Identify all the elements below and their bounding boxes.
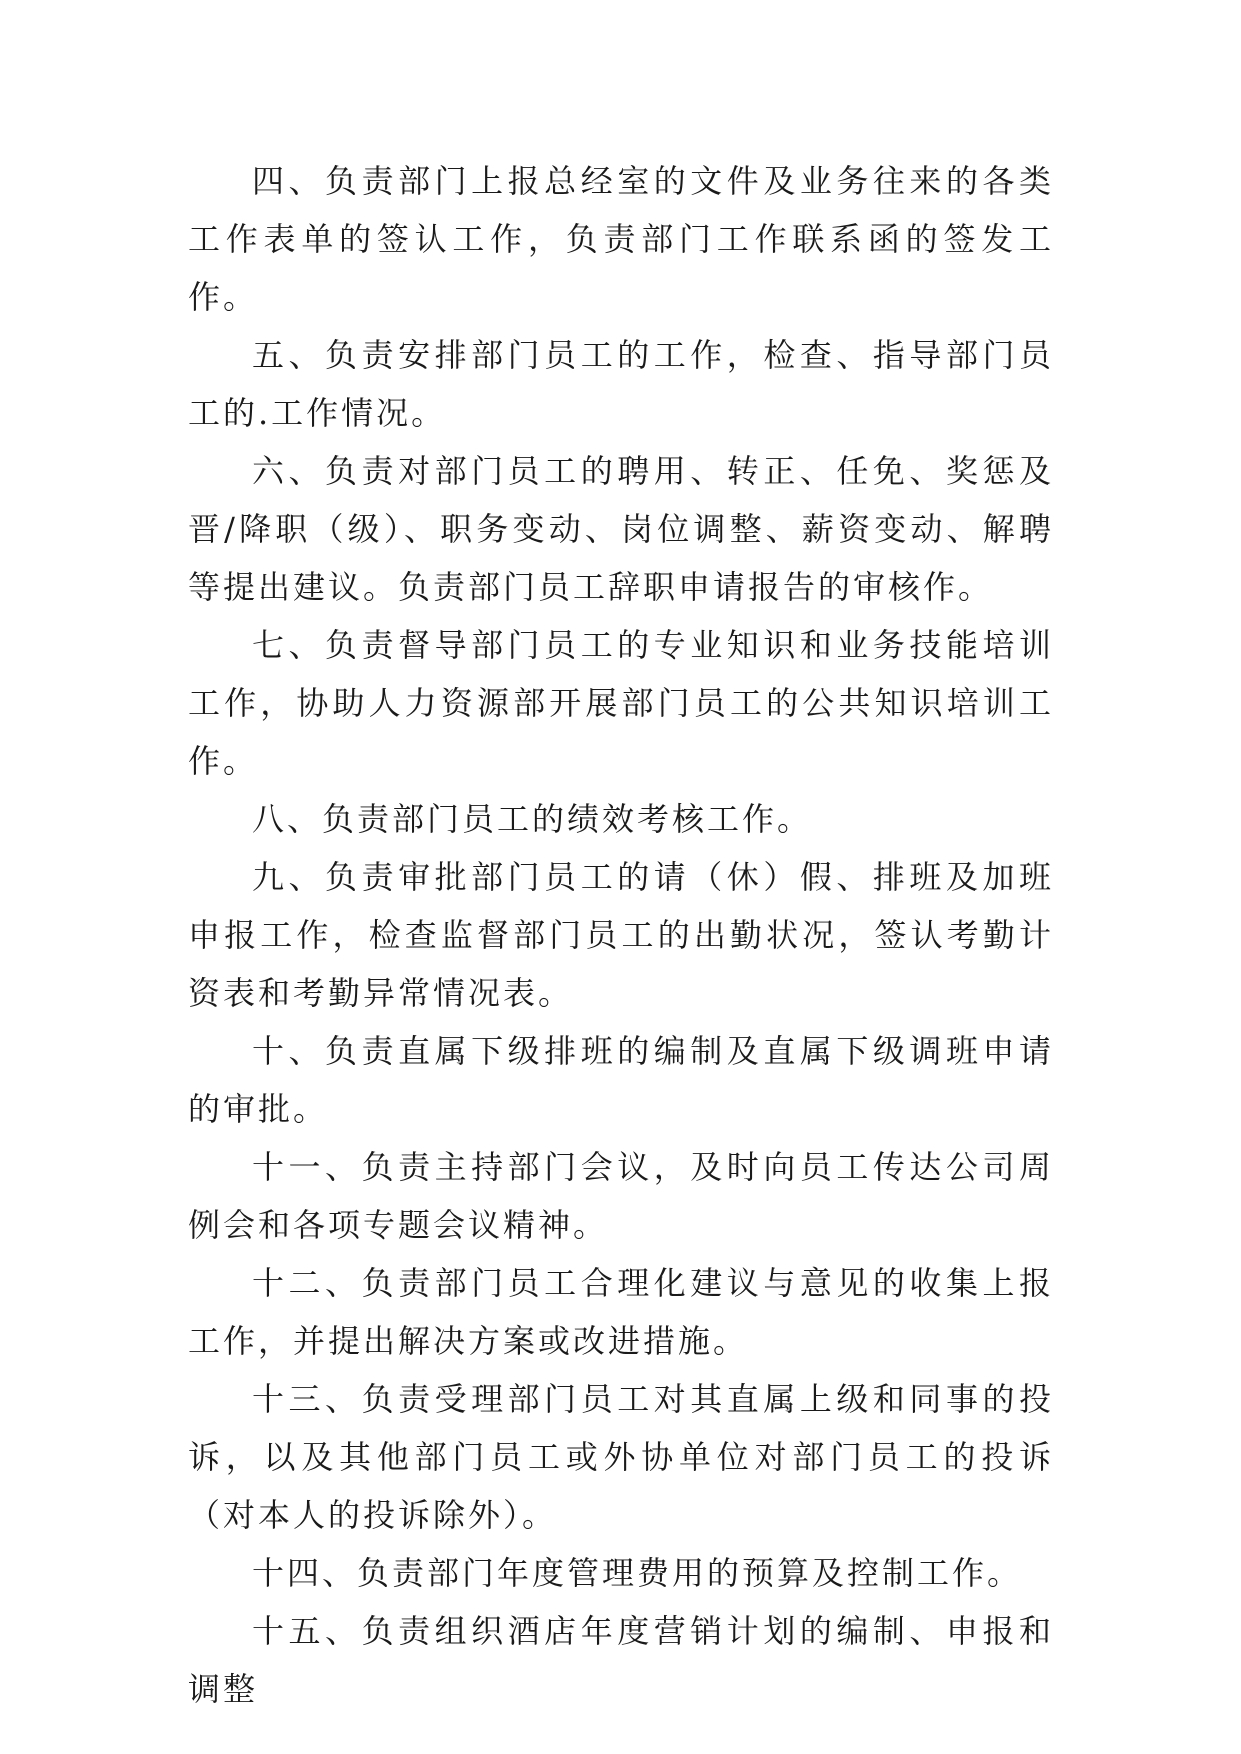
- paragraph-item-7: 七、负责督导部门员工的专业知识和业务技能培训工作，协助人力资源部开展部门员工的公共知识培训工作。: [188, 626, 1054, 780]
- paragraph-item-6: 六、负责对部门员工的聘用、转正、任免、奖惩及晋/降职（级）、职务变动、岗位调整、薪资变动、解聘等提出建议。负责部门员工辞职申请报告的审核作。: [188, 452, 1054, 606]
- paragraph-item-15: 十五、负责组织酒店年度营销计划的编制、申报和调整: [188, 1612, 1054, 1708]
- paragraph-item-9: 九、负责审批部门员工的请（休）假、排班及加班申报工作，检查监督部门员工的出勤状况，签认考勤计资表和考勤异常情况表。: [188, 858, 1054, 1012]
- paragraph-item-14: 十四、负责部门年度管理费用的预算及控制工作。: [252, 1554, 1023, 1592]
- paragraph-item-5: 五、负责安排部门员工的工作，检查、指导部门员工的.工作情况。: [188, 336, 1054, 432]
- paragraph-item-11: 十一、负责主持部门会议，及时向员工传达公司周例会和各项专题会议精神。: [188, 1148, 1054, 1244]
- paragraph-item-8: 八、负责部门员工的绩效考核工作。: [252, 800, 813, 838]
- paragraph-item-10: 十、负责直属下级排班的编制及直属下级调班申请的审批。: [188, 1032, 1054, 1128]
- paragraph-item-13: 十三、负责受理部门员工对其直属上级和同事的投诉，以及其他部门员工或外协单位对部门员工的投诉（对本人的投诉除外）。: [188, 1380, 1054, 1534]
- paragraph-item-4: 四、负责部门上报总经室的文件及业务往来的各类工作表单的签认工作，负责部门工作联系函的签发工作。: [188, 162, 1054, 316]
- paragraph-item-12: 十二、负责部门员工合理化建议与意见的收集上报工作，并提出解决方案或改进措施。: [188, 1264, 1054, 1360]
- document-body: [188, 152, 1054, 1718]
